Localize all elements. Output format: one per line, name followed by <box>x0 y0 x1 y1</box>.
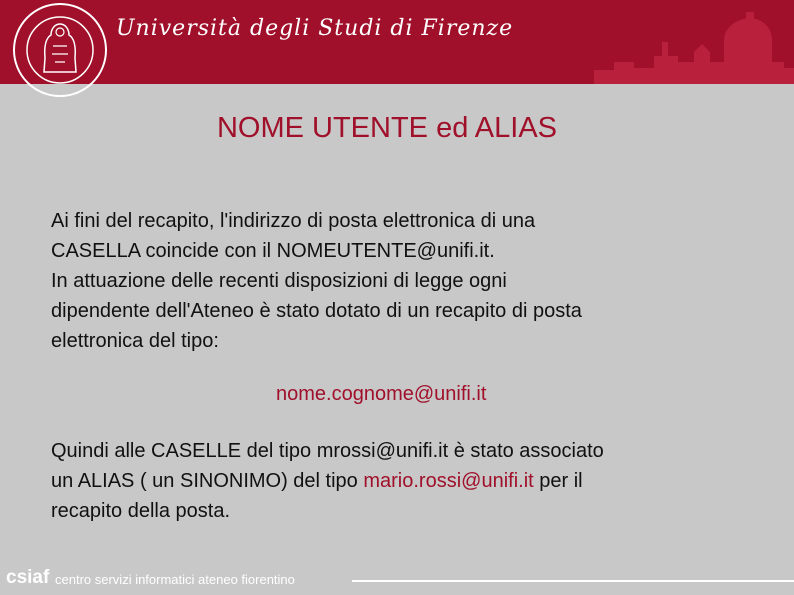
slide-title-text: NOME UTENTE ed ALIAS <box>216 112 558 144</box>
text-line: recapito della posta. <box>51 500 231 522</box>
footer-text: centro servizi informatici ateneo fiorentino <box>55 572 295 587</box>
csiaf-logo: csiaf <box>6 567 50 588</box>
text-line: dipendente dell'Ateneo è stato dotato di un recapito di posta <box>51 300 582 322</box>
email-example: nome.cognome@unifi.it <box>276 383 487 405</box>
text-line: Quindi alle CASELLE del tipo mrossi@unifi.it è stato associato <box>51 440 604 462</box>
university-name: Università degli Studi di Firenze <box>116 16 514 41</box>
text-line: Ai fini del recapito, l'indirizzo di posta elettronica di una <box>51 210 536 232</box>
alias-email: mario.rossi@unifi.it <box>363 470 534 492</box>
text-segment: per il <box>533 470 583 492</box>
footer-divider <box>352 580 794 582</box>
paragraph-intro <box>51 206 781 356</box>
text-segment: un ALIAS ( un SINONIMO) del tipo <box>51 470 364 492</box>
text-line: elettronica del tipo: <box>51 330 219 352</box>
university-seal-icon <box>10 2 110 98</box>
slide-title <box>0 112 794 145</box>
header-bar <box>0 0 794 84</box>
florence-skyline-icon <box>594 12 794 84</box>
text-line <box>51 466 781 496</box>
text-line: CASELLA coincide con il NOMEUTENTE@unifi.it. <box>51 240 495 262</box>
text-line: In attuazione delle recenti disposizioni di legge ogni <box>51 270 507 292</box>
paragraph-alias <box>51 436 781 526</box>
